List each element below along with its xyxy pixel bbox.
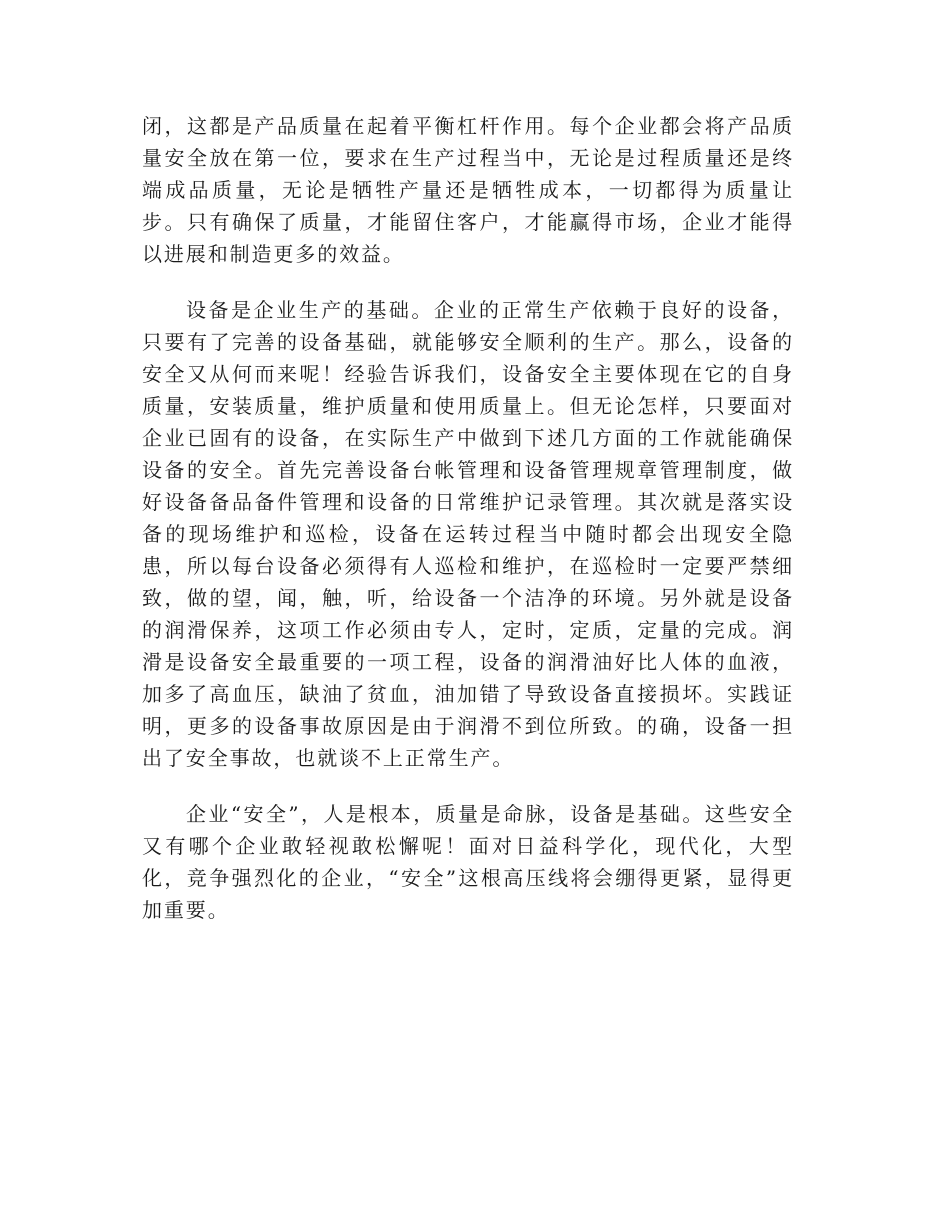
- paragraph-continuation: 闭，这都是产品质量在起着平衡杠杆作用。每个企业都会将产品质量安全放在第一位，要求在生产过程当中，无论是过程质量还是终端成品质量，无论是牺牲产量还是牺牲成本，一切都得为质量让步。只有确保了质量，才能留住客户，才能赢得市场，企业才能得以进展和制造更多的效益。: [142, 114, 794, 266]
- paragraph-conclusion: 企业“安全”，人是根本，质量是命脉，设备是基础。这些安全又有哪个企业敢轻视敢松懈呢！面对日益科学化，现代化，大型化，竞争强烈化的企业，“安全”这根高压线将会绷得更紧，显得更加重要。: [142, 802, 794, 922]
- paragraph-equipment: 设备是企业生产的基础。企业的正常生产依赖于良好的设备，只要有了完善的设备基础，就能够安全顺利的生产。那么，设备的安全又从何而来呢！经验告诉我们，设备安全主要体现在它的自身质量，安装质量，维护质量和使用质量上。但无论怎样，只要面对企业已固有的设备，在实际生产中做到下述几方面的工作就能确保设备的安全。首先完善设备台帐管理和设备管理规章管理制度，做好设备备品备件管理和设备的日常维护记录管理。其次就是落实设备的现场维护和巡检，设备在运转过程当中随时都会出现安全隐患，所以每台设备必须得有人巡检和维护，在巡检时一定要严禁细致，做的望，闻，触，听，给设备一个洁净的环境。另外就是设备的润滑保养，这项工作必须由专人，定时，定质，定量的完成。润滑是设备安全最重要的一项工程，设备的润滑油好比人体的血液，加多了高血压，缺油了贫血，油加错了导致设备直接损坏。实践证明，更多的设备事故原因是由于润滑不到位所致。的确，设备一担出了安全事故，也就谈不上正常生产。: [142, 298, 794, 770]
- document-body: [142, 110, 794, 950]
